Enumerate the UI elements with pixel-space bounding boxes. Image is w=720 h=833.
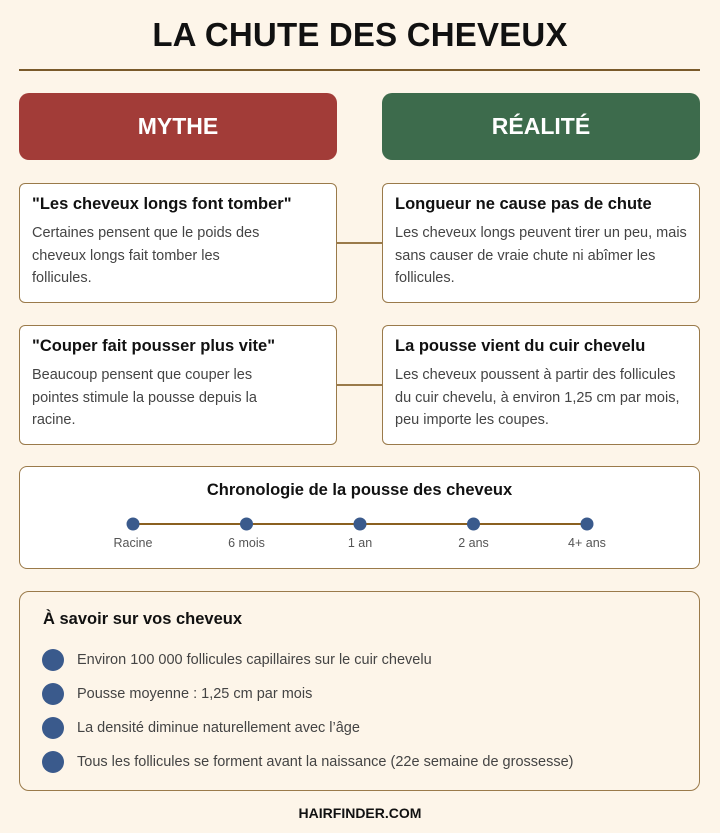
fact-item — [42, 649, 432, 671]
myth-card-cutting — [19, 325, 337, 445]
reality-card-text: Les cheveux longs peuvent tirer un peu, mais sans causer de vraie chute ni abîmer les follicules. — [395, 225, 687, 286]
reality-card-heading: Longueur ne cause pas de chute — [395, 195, 652, 213]
myth-card-heading: "Couper fait pousser plus vite" — [32, 337, 276, 355]
fact-text: Tous les follicules se forment avant la naissance (22e semaine de grossesse) — [77, 754, 574, 770]
fact-text: Environ 100 000 follicules capillaires sur le cuir chevelu — [77, 652, 432, 668]
myth-card-long-hair — [19, 183, 337, 303]
timeline-label: 2 ans — [458, 536, 489, 550]
page-title: LA CHUTE DES CHEVEUX — [152, 16, 568, 53]
reality-card-heading: La pousse vient du cuir chevelu — [395, 337, 646, 355]
timeline-label: 6 mois — [228, 536, 265, 550]
reality-header-label: RÉALITÉ — [491, 113, 591, 139]
facts-title: À savoir sur vos cheveux — [43, 610, 243, 628]
growth-timeline — [19, 466, 700, 569]
myth-header — [19, 93, 337, 160]
pair-connector — [337, 242, 382, 244]
pair-connector — [337, 384, 382, 386]
reality-header — [382, 93, 700, 160]
timeline-point — [467, 518, 480, 531]
bullet-dot-icon — [42, 683, 64, 705]
timeline-point — [581, 518, 594, 531]
title-divider — [19, 69, 700, 71]
timeline-point — [354, 518, 367, 531]
myth-card-text: Certaines pensent que le poids des cheveux longs fait tomber les follicules. — [32, 225, 260, 286]
timeline-graphic — [20, 467, 701, 570]
facts-panel — [19, 591, 700, 791]
footer-brand: HAIRFINDER.COM — [298, 805, 422, 821]
timeline-label: 4+ ans — [568, 536, 606, 550]
timeline-point — [240, 518, 253, 531]
myth-card-heading: "Les cheveux longs font tomber" — [32, 195, 292, 213]
timeline-title: Chronologie de la pousse des cheveux — [206, 481, 513, 499]
bullet-dot-icon — [42, 751, 64, 773]
reality-card-scalp — [382, 325, 700, 445]
timeline-point — [127, 518, 140, 531]
fact-text: Pousse moyenne : 1,25 cm par mois — [77, 686, 313, 702]
timeline-label: 1 an — [347, 536, 373, 550]
fact-item — [42, 683, 312, 705]
fact-text: La densité diminue naturellement avec l’âge — [77, 720, 360, 736]
myth-card-text: Beaucoup pensent que couper les pointes stimule la pousse depuis la racine. — [32, 367, 257, 428]
timeline-label: Racine — [113, 536, 153, 550]
myth-header-label: MYTHE — [137, 113, 219, 139]
fact-item — [42, 717, 360, 739]
reality-card-text: Les cheveux poussent à partir des follicules du cuir chevelu, à environ 1,25 cm par mois, peu importe les coupes. — [395, 367, 680, 428]
fact-item — [42, 751, 573, 773]
bullet-dot-icon — [42, 649, 64, 671]
reality-card-length — [382, 183, 700, 303]
bullet-dot-icon — [42, 717, 64, 739]
